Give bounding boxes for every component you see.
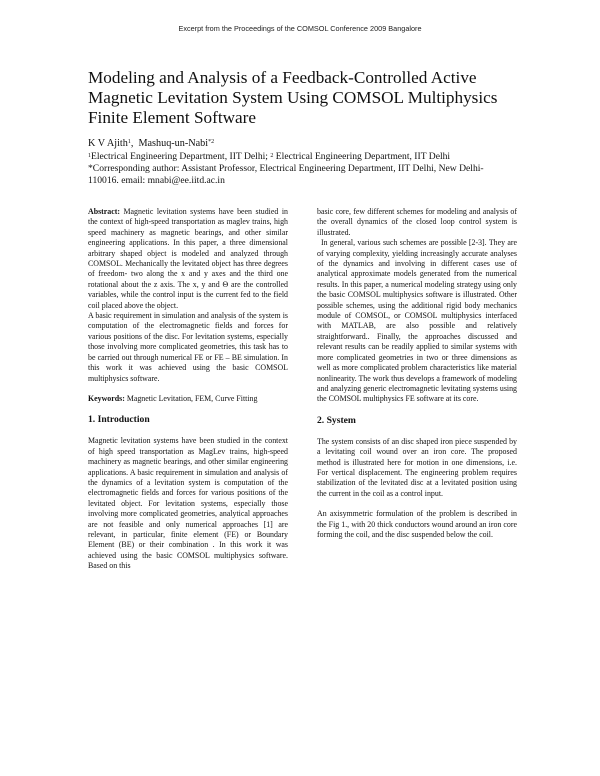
affiliation-2: Electrical Engineering Department, IIT Delhi xyxy=(275,151,451,162)
abstract-paragraph xyxy=(88,207,288,311)
author-1: K V Ajith xyxy=(88,138,128,149)
right-column xyxy=(317,207,517,540)
author-2: Mashuq-un-Nabi xyxy=(138,138,209,149)
paper-title: Modeling and Analysis of a Feedback-Controlled Active Magnetic Levitation System Using COMSOL Multiphysics Finite Element Software xyxy=(88,68,498,127)
affil-1-sup: 1 xyxy=(88,153,91,159)
keywords-paragraph xyxy=(88,394,288,404)
system-paragraph: The system consists of an disc shaped iron piece suspended by a levitating coil wound over an iron core. The proposed method is illustrated here for motion in one dimensions, i.e. For vertical displacement. The engineering problem requires stabilization of the levitated disc at a levitated position using the current in the coil as a control input. xyxy=(317,436,517,498)
keywords-text: Magnetic Levitation, FEM, Curve Fitting xyxy=(126,393,258,403)
abstract-text: Magnetic levitation systems have been studied in the context of high-speed transportation as maglev trains, high speed machinery as magnetic bearings, and other similar engineering applications. In this paper, a three dimensional arbitrary shaped object is modeled and analyzed through COMSOL. Mechanically the levitated object has three degrees of freedom- two along the x and y axes and the third one rotational about the z axis. The x, y and Θ are the controlled variables, while the control input is the current fed to the field coil placed above the object. xyxy=(88,207,288,310)
proceedings-excerpt-header: Excerpt from the Proceedings of the COMSOL Conference 2009 Bangalore xyxy=(178,24,422,33)
introduction-heading: 1. Introduction xyxy=(88,414,150,426)
axisymmetric-paragraph: An axisymmetric formulation of the problem is described in the Fig 1., with 20 thick conductors wound around an iron core forming the coil, and the disc suspended below the coil. xyxy=(317,509,517,539)
author-line: K V Ajith$^1$, Mashuq-un-Nabi$^{*2}$ xyxy=(88,138,215,149)
affiliation-line xyxy=(88,151,508,163)
abstract-label: Abstract: xyxy=(88,207,120,216)
introduction-text: Magnetic levitation systems have been studied in the context of high speed transportation as MagLev trains, high-speed machinery as magnetic bearings, and other similar engineering applications. A basic requirement in simulation and analysis of the dynamics of a levitation system is computation of the electromagnetic fields and forces for various positions of the levitated object. For levitation systems, especially those involving more complicated geometries, analytical approaches are not feasible and only numerical approaches [1] are relevant, in particular, finite element (FE) or Boundary Element (BE) or their combination . In this work it was achieved using the basic COMSOL multiphysics software. Based on this xyxy=(88,436,288,571)
corresponding-author: *Corresponding author: Assistant Professor, Electrical Engineering Department, IIT Delhi, New Delhi-110016. email: mnabi@ee.iitd.ac.in xyxy=(88,163,484,186)
author-1-sup: 1 xyxy=(127,139,131,145)
affil-2-sup: 2 xyxy=(270,153,274,159)
affiliations xyxy=(88,151,508,187)
left-column xyxy=(88,207,288,572)
system-heading: 2. System xyxy=(317,414,356,426)
author-2-sup: *2 xyxy=(208,139,215,145)
continued-text: basic core, few different schemes for modeling and analysis of the overall dynamics of the closed loop control system is illustrated. xyxy=(317,207,517,237)
general-paragraph: In general, various such schemes are possible [2-3]. They are of varying complexity, yielding increasingly accurate analyses of the dynamics and involving in different cases use of analytical approximate models generated from the numerical results. In this paper, a numerical modeling strategy using only the basic COMSOL multiphysics software is illustrated. Other possible schemes, using the additional rigid body mechanics module of COMSOL, or COMSOL multiphysics interfaced with MATLAB, are also possible and relatively straightforward.. Finally, the approaches discussed and relevant results can be readily applied to similar systems with more complicated geometries in two or three dimensions as well as more complicated problem characteristics like material nonlinearity. The work thus develops a framework of modeling and analyzing generic electromagnetic levitating systems using the COMSOL multiphysics FE software at its core. xyxy=(317,238,517,404)
keywords-label: Keywords: xyxy=(88,393,125,403)
abstract-paragraph-2: A basic requirement in simulation and analysis of the system is computation of the electromagnetic fields and forces for various positions of the disc. For levitation systems, especially those involving more complicated geometries, this task has to be carried out through numerical FE or FE – BE simulation. In this work it was achieved using the basic COMSOL multiphysics software. xyxy=(88,311,288,383)
affiliation-1: Electrical Engineering Department, IIT Delhi; xyxy=(91,151,268,162)
